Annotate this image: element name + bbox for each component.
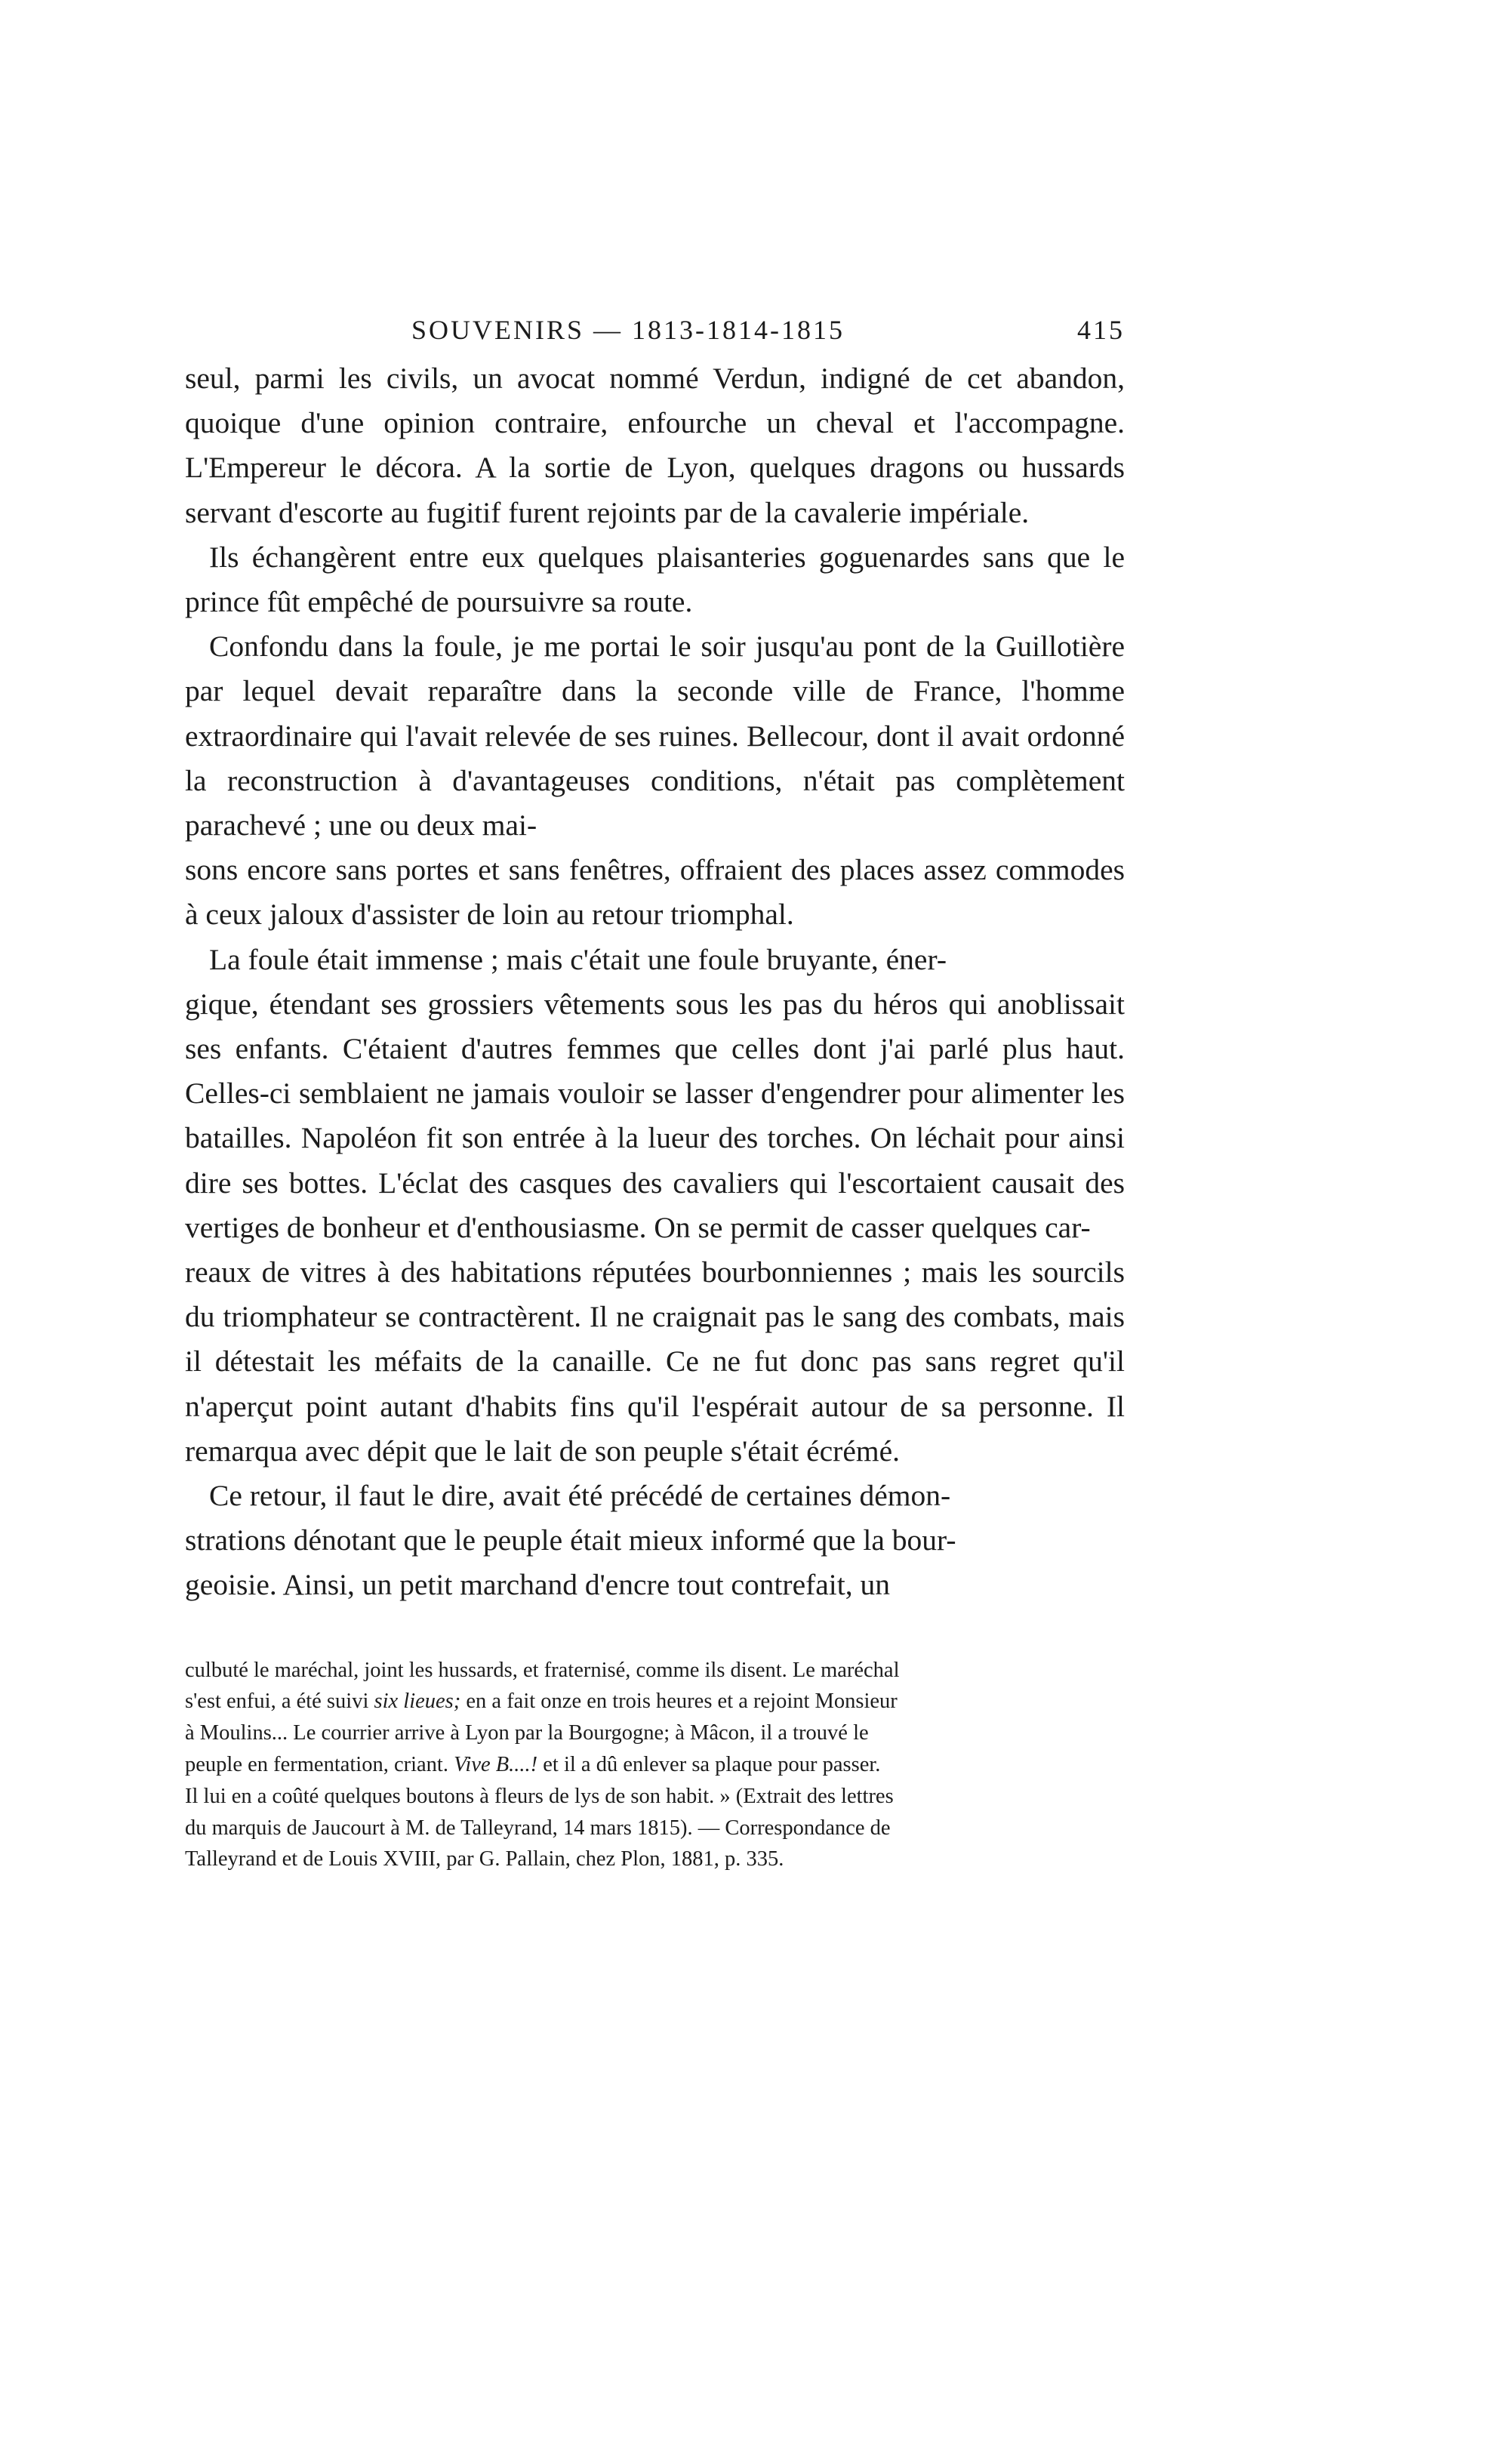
text-line: geoisie. Ainsi, un petit marchand d'encre tout contrefait, un (185, 1568, 890, 1602)
footnote-text: et il a dû enlever sa plaque pour passer. (537, 1753, 881, 1777)
text-line: reaux de vitres à des habitations réputées bourbonniennes ; mais (185, 1255, 978, 1289)
paragraph (185, 535, 1125, 624)
footnote-line (185, 1844, 1125, 1875)
text-line: La foule était immense ; mais c'était une foule bruyante, éner- (209, 942, 947, 976)
footnote-line (185, 1813, 1125, 1844)
text-line: qu'il l'espérait autour de sa personne. Il remarqua avec dépit que le (185, 1389, 1125, 1468)
text-line: Ils échangèrent entre eux quelques plaisanteries goguenardes (209, 540, 970, 574)
paragraph (185, 624, 1125, 937)
text-line: commodes à ceux jaloux d'assister de loin au retour triomphal. (185, 853, 1126, 932)
text-line: l'accompagne. L'Empereur le décora. A la sortie de Lyon, quelques (185, 406, 1126, 485)
text-line: bonheur et d'enthousiasme. On se permit de casser quelques car- (322, 1210, 1091, 1244)
running-title: SOUVENIRS — 1813-1814-1815 (411, 315, 845, 345)
text-line: Ce retour, il faut le dire, avait été précédé de certaines démon- (209, 1479, 951, 1513)
book-page (185, 310, 1125, 1875)
footnote-line (185, 1749, 1125, 1781)
paragraph (185, 938, 1125, 1474)
text-line: conditions, n'était pas complètement parachevé ; une ou deux mai- (185, 763, 1125, 842)
text-line: la lueur des torches. On léchait pour ainsi dire ses bottes. L'éclat (185, 1121, 1126, 1200)
footnote-line (185, 1655, 1125, 1687)
paragraph (185, 1474, 1125, 1608)
footnote-text: en a fait onze en trois heures et a rejoint Monsieur (460, 1690, 898, 1714)
running-head (185, 310, 1125, 356)
footnote-text: Il lui en a coûté quelques boutons à fleurs de lys de son habit. » (Extrait des lettres (185, 1784, 894, 1808)
text-line: dragons ou hussards servant d'escorte au fugitif furent rejoints (185, 451, 1126, 529)
text-line: fut donc pas sans regret qu'il n'aperçut point autant d'habits fins (185, 1345, 1125, 1423)
text-line: sans que le prince fût empêché de poursuivre sa route. (185, 540, 1126, 619)
footnote-text: à Moulins... Le courrier arrive à Lyon par la Bourgogne; à Mâcon, il a trouvé le (185, 1721, 869, 1745)
text-line: France, l'homme extraordinaire qui l'avait relevée de ses ruines. (185, 674, 1126, 753)
text-line: sons encore sans portes et sans fenêtres, offraient des places assez (185, 853, 987, 887)
page-number: 415 (1077, 315, 1125, 345)
text-line: gique, étendant ses grossiers vêtements sous les pas du héros qui (185, 987, 987, 1021)
footnote-line (185, 1781, 1125, 1813)
text-line: Guillotière par lequel devait reparaître dans la seconde ville de (185, 630, 1126, 708)
footnote-text: culbuté le maréchal, joint les hussards, et fraternisé, comme ils disent. Le maréchal (185, 1658, 900, 1682)
footnote-italic: six lieues; (374, 1690, 461, 1714)
text-line: strations dénotant que le peuple était mieux informé que la bour- (185, 1523, 956, 1557)
footnote (185, 1655, 1125, 1876)
footnote-text: peuple en fermentation, criant. (185, 1753, 454, 1777)
text-line: par de la cavalerie impériale. (683, 495, 1030, 529)
text-line: anoblissait ses enfants. C'étaient d'autres femmes que celles dont (185, 987, 1125, 1066)
footnote-text: du marquis de Jaucourt à M. de Talleyrand, 14 mars 1815). — Correspondance de (185, 1816, 891, 1840)
text-line: Confondu dans la foule, je me portai le soir jusqu'au pont de la (209, 630, 986, 664)
footnote-text: Talleyrand et de Louis XVIII, par G. Pallain, chez Plon, 1881, p. 335. (185, 1847, 784, 1871)
footnote-line (185, 1717, 1125, 1749)
footnote-text: s'est enfui, a été suivi (185, 1690, 374, 1714)
text-line: des casques des cavaliers qui l'escortaient causait des vertiges de (185, 1166, 1126, 1244)
body-text (185, 356, 1125, 1608)
footnote-italic: Vive B....! (454, 1753, 538, 1777)
footnote-line (185, 1686, 1125, 1717)
text-line: d'engendrer pour alimenter les batailles. Napoléon fit son entrée à (185, 1077, 1126, 1155)
text-line: lait de son peuple s'était écrémé. (513, 1434, 901, 1468)
text-line: Bellecour, dont il avait ordonné la reconstruction à d'avantageuses (185, 719, 1126, 797)
paragraph (185, 356, 1125, 535)
text-line: seul, parmi les civils, un avocat nommé Verdun, indigné de cet (185, 362, 1002, 395)
text-line: les sourcils du triomphateur se contractèrent. Il ne craignait pas le (185, 1255, 1126, 1334)
text-line: sang des combats, mais il détestait les méfaits de la canaille. Ce ne (185, 1300, 1126, 1378)
text-line: abandon, quoique d'une opinion contraire, enfourche un cheval et (185, 362, 1126, 440)
text-line: j'ai parlé plus haut. Celles-ci semblaient ne jamais vouloir se lasser (185, 1032, 1126, 1110)
